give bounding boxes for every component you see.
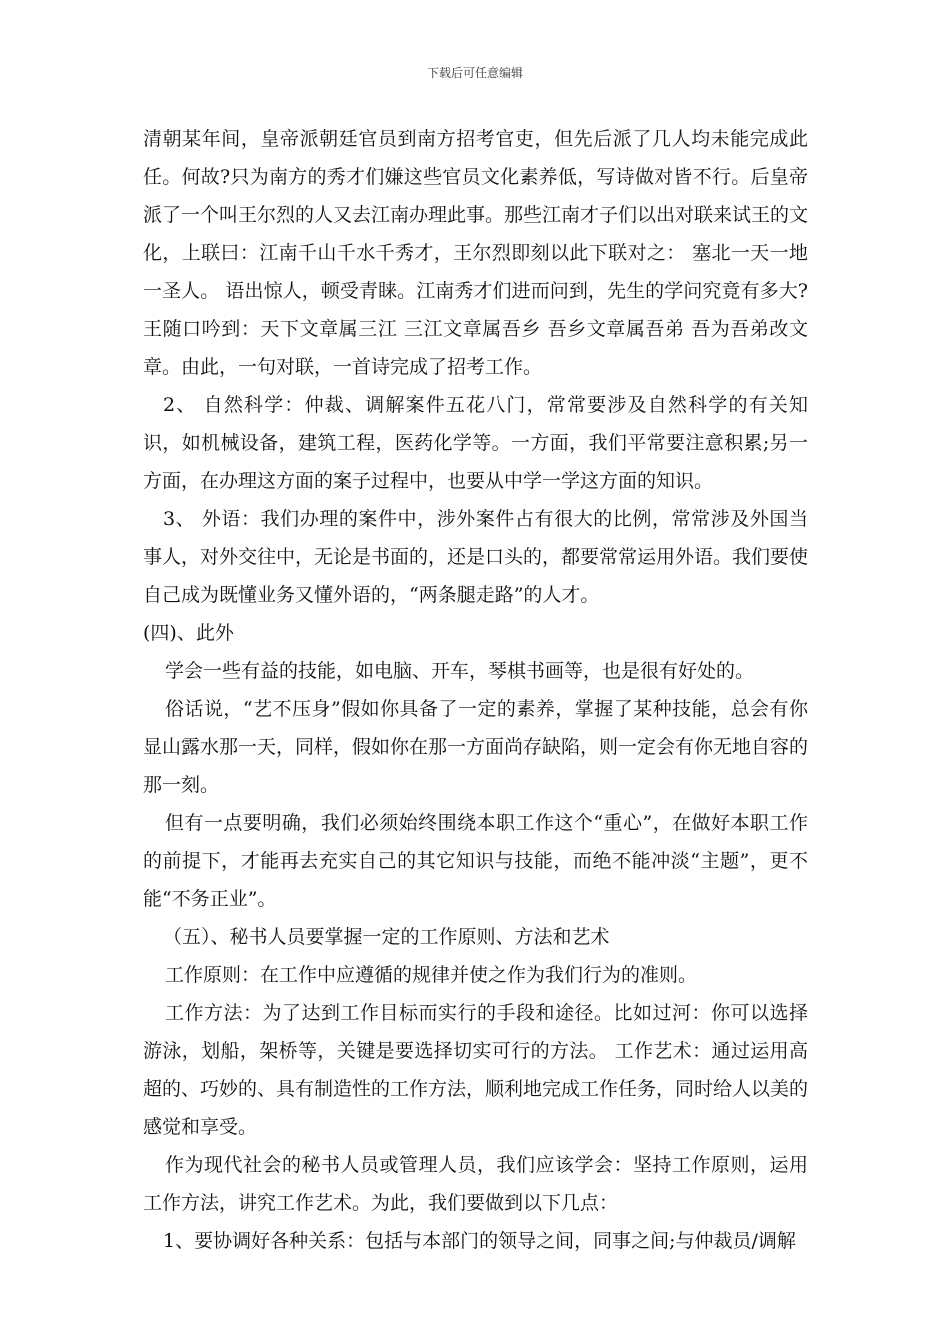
paragraph-modern-secretary: 作为现代社会的秘书人员或管理人员，我们应该学会：坚持工作原则，运用工作方法，讲究工作艺术。为此，我们要做到以下几点： — [143, 1154, 808, 1214]
paragraph-core-work: 但有一点要明确，我们必须始终围绕本职工作这个“重心”，在做好本职工作的前提下，才能再去充实自己的其它知识与技能，而绝不能冲淡“主题”，更不能“不务正业”。 — [143, 812, 808, 910]
document-body — [143, 120, 808, 1260]
paragraph-natural-science: 2、 自然科学：仲裁、调解案件五花八门，常常要涉及自然科学的有关知识，如机械设备，建筑工程，医药化学等。一方面，我们平常要注意积累;另一方面，在办理这方面的案子过程中，也要从中学一学这方面的知识。 — [143, 394, 808, 492]
paragraph-coordinate-relations: 1、要协调好各种关系：包括与本部门的领导之间，同事之间;与仲裁员/调解 — [163, 1230, 796, 1252]
paragraph-work-method: 工作方法：为了达到工作目标而实行的手段和途径。比如过河：你可以选择游泳，划船，架桥等，关键是要选择切实可行的方法。 工作艺术：通过运用高超的、巧妙的、具有制造性的工作方法，顺利地完成工作任务，同时给人以美的感觉和享受。 — [143, 1002, 809, 1138]
section-heading-four: (四)、此外 — [143, 622, 234, 644]
section-heading-five: （五）、秘书人员要掌握一定的工作原则、方法和艺术 — [163, 926, 610, 948]
paragraph-work-principle: 工作原则：在工作中应遵循的规律并使之作为我们行为的准则。 — [165, 964, 698, 986]
paragraph-proverb: 俗话说，“艺不压身”假如你具备了一定的素养，掌握了某种技能，总会有你显山露水那一天，同样，假如你在那一方面尚存缺陷，则一定会有你无地自容的那一刻。 — [143, 698, 809, 796]
page-header: 下载后可任意编辑 — [426, 66, 523, 80]
paragraph-useful-skills: 学会一些有益的技能，如电脑、开车，琴棋书画等，也是很有好处的。 — [165, 660, 755, 682]
paragraph-foreign-language: 3、 外语：我们办理的案件中，涉外案件占有很大的比例，常常涉及外国当事人，对外交往中，无论是书面的，还是口头的，都要常常运用外语。我们要使自己成为既懂业务又懂外语的，“两条腿走路”的人才。 — [143, 508, 809, 606]
paragraph-wang-erlie-story: 清朝某年间，皇帝派朝廷官员到南方招考官吏，但先后派了几人均未能完成此任。何故?只为南方的秀才们嫌这些官员文化素养低，写诗做对皆不行。后皇帝派了一个叫王尔烈的人又去江南办理此事。那些江南才子们以出对联来试王的文化，上联曰：江南千山千水千秀才，王尔烈即刻以此下联对之： 塞北一天一地一圣人。 语出惊人，顿受青睐。江南秀才们进而问到，先生的学问究竟有多大?王随口吟到：天下文章属三江 三江文章属吾乡 吾乡文章属吾弟 吾为吾弟改文章。由此，一句对联，一首诗完成了招考工作。 — [143, 128, 809, 378]
